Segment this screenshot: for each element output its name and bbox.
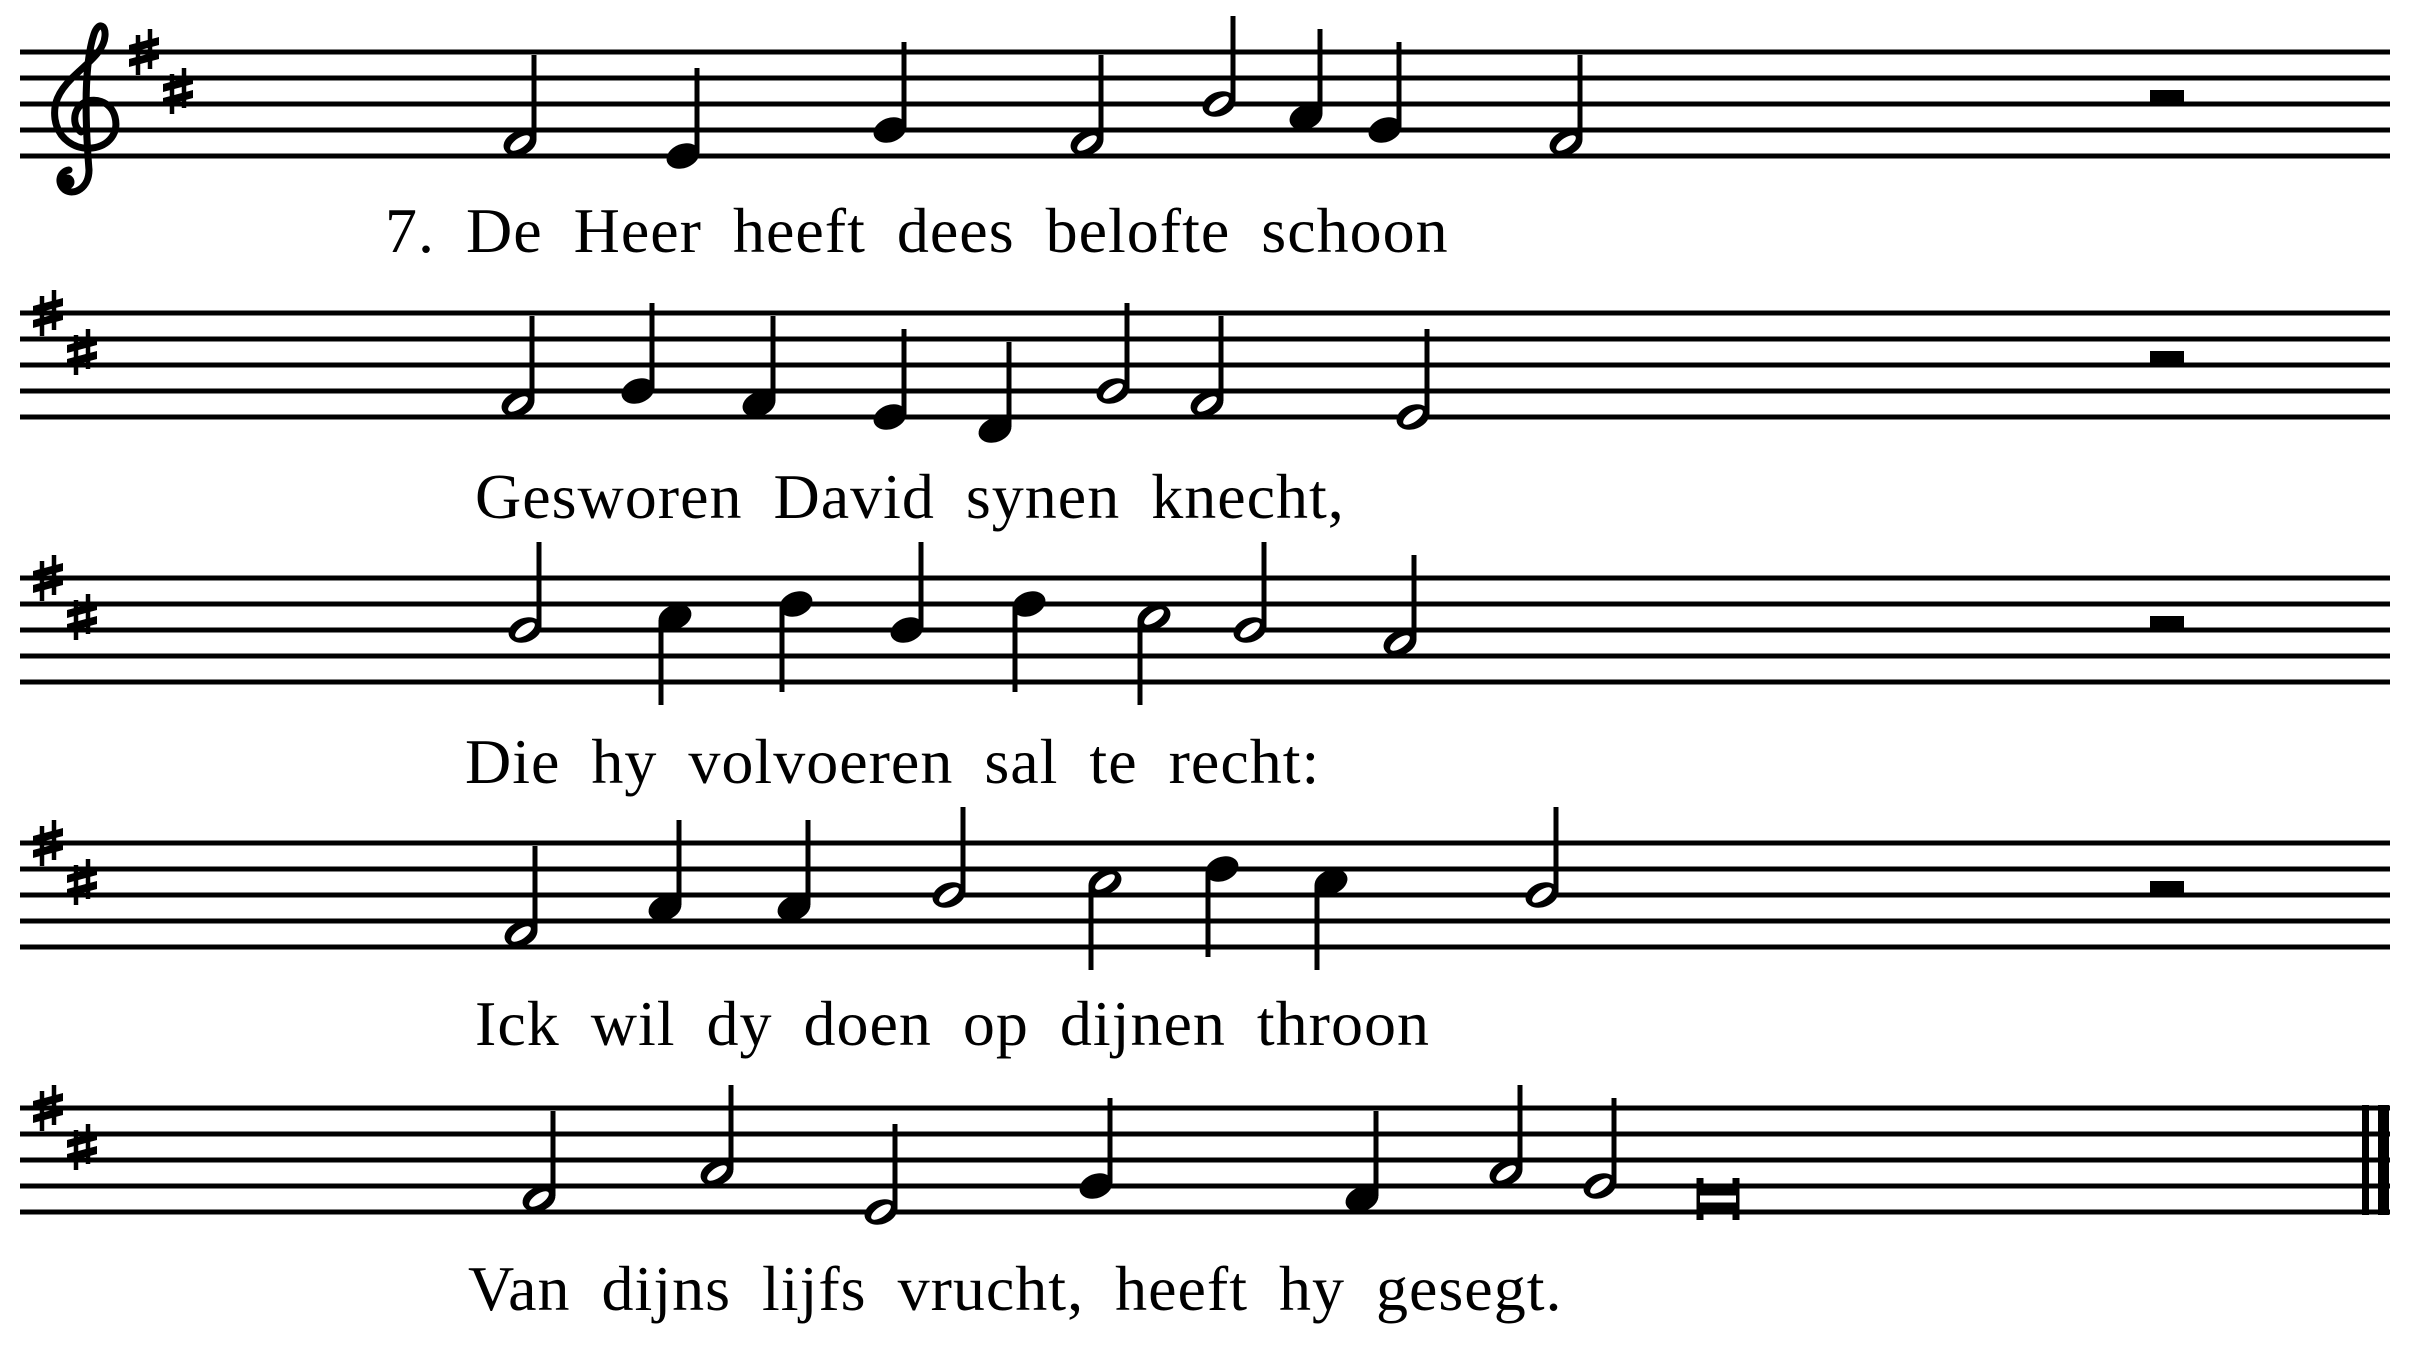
- note-a4-quarter: [774, 820, 814, 925]
- note-f#4-half: [1187, 316, 1227, 421]
- note-e4-half: [1393, 329, 1433, 434]
- lyric-line-3: Die hy volvoeren sal te recht:: [465, 726, 1321, 797]
- lyric-line-4: Ick wil dy doen op dijnen throon: [475, 988, 1430, 1059]
- note-f#4-half: [519, 1111, 559, 1216]
- note-a4-half: [697, 1085, 737, 1190]
- lyric-line-5: Van dijns lijfs vrucht, heeft hy gesegt.: [468, 1253, 1563, 1324]
- note-b4-half: [1230, 542, 1270, 647]
- note-a4-half: [1380, 555, 1420, 660]
- note-g4-half: [1580, 1098, 1620, 1203]
- half-rest: [2150, 351, 2184, 365]
- staff-system-1: [20, 16, 2390, 266]
- note-f#4-half: [1546, 55, 1586, 160]
- note-b4-quarter: [887, 542, 927, 647]
- note-f#4-half: [1067, 55, 1107, 160]
- note-d5-quarter: [1202, 852, 1242, 957]
- note-f#4-half: [500, 55, 540, 160]
- note-e4-quarter: [870, 329, 910, 434]
- note-b4-half: [1199, 16, 1239, 121]
- sharp-icon: [67, 859, 97, 905]
- sharp-icon: [67, 329, 97, 375]
- staff-system-5: [20, 1085, 2390, 1324]
- half-rest: [2150, 616, 2184, 630]
- note-g4-quarter: [618, 303, 658, 408]
- staff-system-2: [20, 290, 2390, 532]
- note-c#5-half: [1134, 600, 1174, 705]
- note-g4-quarter: [1365, 42, 1405, 147]
- note-d5-quarter: [1009, 587, 1049, 692]
- lyric-line-1: 7. De Heer heeft dees belofte schoon: [385, 195, 1449, 266]
- sharp-icon: [67, 594, 97, 640]
- lyric-line-2: Gesworen David synen knecht,: [475, 461, 1345, 532]
- note-a4-half: [1486, 1085, 1526, 1190]
- note-c#5-quarter: [655, 600, 695, 705]
- note-c#5-quarter: [1311, 865, 1351, 970]
- note-d5-quarter: [776, 587, 816, 692]
- note-f#4-half: [501, 846, 541, 951]
- sharp-icon: [163, 68, 193, 114]
- note-f#4-quarter: [739, 316, 779, 421]
- staff-system-4: [20, 807, 2390, 1059]
- note-g4-quarter: [870, 42, 910, 147]
- note-b4-half: [505, 542, 545, 647]
- note-d4-quarter: [975, 342, 1015, 447]
- note-c#5-half: [1085, 865, 1125, 970]
- note-a4-quarter: [1286, 29, 1326, 134]
- note-g4-quarter: [1076, 1098, 1116, 1203]
- note-b4-half: [929, 807, 969, 912]
- staff-system-3: [20, 542, 2390, 797]
- half-rest: [2150, 90, 2184, 104]
- note-f#4-quarter: [1342, 1111, 1382, 1216]
- note-e4-quarter: [663, 68, 703, 173]
- note-g4-half: [1093, 303, 1133, 408]
- note-b4-half: [1522, 807, 1562, 912]
- half-rest: [2150, 881, 2184, 895]
- note-f#4-half: [498, 316, 538, 421]
- sharp-icon: [67, 1124, 97, 1170]
- note-e4-half: [861, 1124, 901, 1229]
- note-a4-quarter: [645, 820, 685, 925]
